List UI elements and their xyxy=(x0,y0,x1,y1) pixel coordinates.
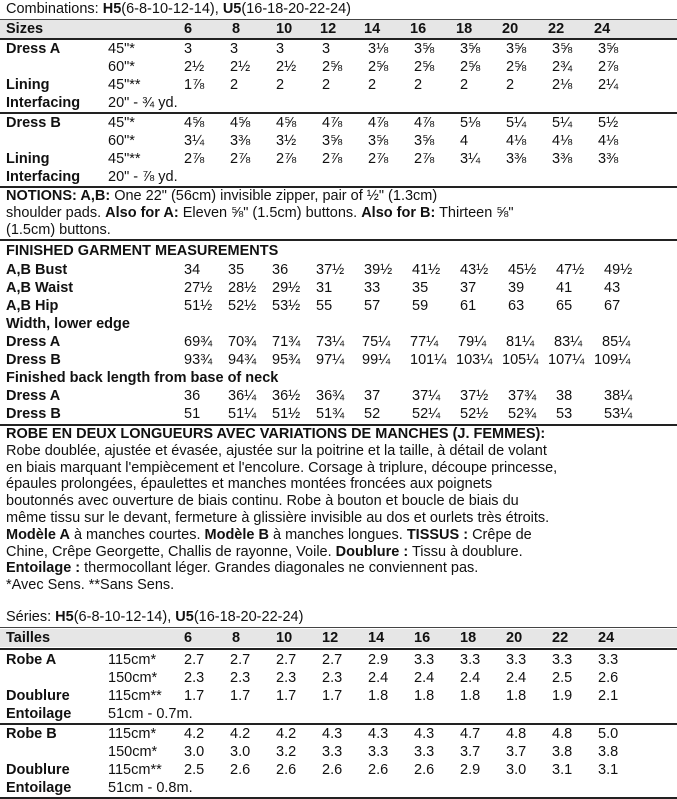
combination-u5: U5 xyxy=(222,1,242,17)
measure-cell: 65 xyxy=(556,298,573,314)
size-header: 22 xyxy=(548,21,565,37)
measure-cell: 109¼ xyxy=(594,352,631,368)
measure-cell: 36¼ xyxy=(228,388,257,404)
measure-cell: 107¼ xyxy=(548,352,585,368)
description-text: Tissu à doublure. xyxy=(408,543,523,560)
size-header: 16 xyxy=(410,21,427,37)
measure-cell: 59 xyxy=(412,298,429,314)
yardage-cell: 3.7 xyxy=(460,744,481,760)
yardage-cell: 3½ xyxy=(276,133,297,149)
yardage-cell: 2⅞ xyxy=(368,151,389,167)
yardage-cell: 2.4 xyxy=(368,670,389,686)
description-line: Robe doublée, ajustée et évasée, ajustée sur la poitrine et la taille, à détail de volant xyxy=(6,442,547,459)
yardage-cell: 3.7 xyxy=(506,744,527,760)
measure-cell: 57 xyxy=(364,298,381,314)
measure-cell: 99¼ xyxy=(362,352,391,368)
measure-cell: 51 xyxy=(184,406,201,422)
row-label: Robe B xyxy=(6,726,57,742)
row-label: Entoilage xyxy=(6,780,72,796)
row-label: Dress B xyxy=(6,115,61,131)
measure-cell: 27½ xyxy=(184,280,213,296)
measure-cell: 37½ xyxy=(460,388,489,404)
measure-cell: 52 xyxy=(364,406,381,422)
yardage-cell: 5.0 xyxy=(598,726,619,742)
yardage-cell: 4.8 xyxy=(552,726,573,742)
yardage-cell: 2.9 xyxy=(460,762,481,778)
divider xyxy=(0,38,677,40)
yardage-cell: 4.3 xyxy=(368,726,389,742)
yardage-cell: 2.5 xyxy=(184,762,205,778)
yardage-cell: 4.2 xyxy=(184,726,205,742)
measure-cell: 36¾ xyxy=(316,388,345,404)
tissus-label: TISSUS : xyxy=(406,526,469,543)
yardage-cell: 4⅝ xyxy=(184,115,205,131)
yardage-cell: 3⅜ xyxy=(506,151,527,167)
measure-cell: 37¾ xyxy=(508,388,537,404)
measure-cell: 51½ xyxy=(184,298,213,314)
size-header: 8 xyxy=(232,630,241,646)
size-header: 22 xyxy=(552,630,569,646)
yardage-cell: 2⅝ xyxy=(414,59,435,75)
measure-cell: 33 xyxy=(364,280,381,296)
fabric-width: 60"* xyxy=(108,59,135,75)
yardage-cell: 3.2 xyxy=(276,744,297,760)
entoilage-label: Entoilage : xyxy=(6,560,81,577)
yardage-cell: 3¼ xyxy=(184,133,205,149)
yardage-cell: 4⅞ xyxy=(322,115,343,131)
yardage-cell: 3.8 xyxy=(552,744,573,760)
yardage-cell: 2.3 xyxy=(230,670,251,686)
row-label: Dress A xyxy=(6,41,61,57)
measure-cell: 36 xyxy=(184,388,201,404)
size-header: 14 xyxy=(368,630,385,646)
fabric-width: 45"* xyxy=(108,115,135,131)
tailles-header-band xyxy=(0,629,677,647)
yardage-cell: 2.6 xyxy=(368,762,389,778)
fabric-width: 45"** xyxy=(108,77,141,93)
measure-cell: 37 xyxy=(364,388,381,404)
row-label: Entoilage xyxy=(6,706,72,722)
measure-cell: 28½ xyxy=(228,280,257,296)
description-line: boutonnés avec ouverture de biais continu. Robe à bouton et boucle de biais du xyxy=(6,493,519,510)
combinations-label: Combinations: xyxy=(6,1,99,17)
yardage-cell: 2⅝ xyxy=(322,59,343,75)
yardage-cell: 2.4 xyxy=(460,670,481,686)
measure-cell: 39½ xyxy=(364,262,393,278)
measure-cell: 73¼ xyxy=(316,334,345,350)
header-label: Sizes xyxy=(6,21,44,37)
fabric-width: 115cm* xyxy=(108,726,157,742)
measure-cell: 53 xyxy=(556,406,573,422)
fabric-width: 45"* xyxy=(108,41,135,57)
measure-cell: 70¾ xyxy=(228,334,257,350)
yardage-cell: 2⅞ xyxy=(184,151,205,167)
measure-cell: 63 xyxy=(508,298,525,314)
row-label: Dress B xyxy=(6,352,61,368)
french-description xyxy=(6,426,670,594)
size-header: 10 xyxy=(276,630,293,646)
yardage-cell: 3.8 xyxy=(598,744,619,760)
measure-cell: 34 xyxy=(184,262,201,278)
yardage-cell: 2.6 xyxy=(230,762,251,778)
measure-cell: 81¼ xyxy=(506,334,535,350)
sizes-header-band xyxy=(0,20,677,38)
yardage-cell: 3⅝ xyxy=(368,133,389,149)
yardage-cell: 2 xyxy=(276,77,285,93)
sens-note: *Avec Sens. **Sans Sens. xyxy=(6,577,175,594)
measure-cell: 95¾ xyxy=(272,352,301,368)
measure-cell: 55 xyxy=(316,298,333,314)
divider xyxy=(0,648,677,650)
yardage-cell: 1.8 xyxy=(460,688,481,704)
yardage-cell: 3⅝ xyxy=(322,133,343,149)
yardage-cell: 2½ xyxy=(230,59,251,75)
yardage-cell: 2.3 xyxy=(322,670,343,686)
yardage-cell: 5½ xyxy=(598,115,619,131)
yardage-cell: 2⅞ xyxy=(276,151,297,167)
measure-cell: 71¾ xyxy=(272,334,301,350)
measure-cell: 79¼ xyxy=(458,334,487,350)
measure-cell: 47½ xyxy=(556,262,585,278)
yardage-cell: 3.0 xyxy=(506,762,527,778)
yardage-cell: 4⅞ xyxy=(368,115,389,131)
description-text: à manches courtes. xyxy=(69,526,205,543)
measure-cell: 51¾ xyxy=(316,406,345,422)
fabric-width: 115cm** xyxy=(108,762,162,778)
fabric-width: 45"** xyxy=(108,151,141,167)
combinations-line xyxy=(6,0,351,18)
fabric-width: 60"* xyxy=(108,133,135,149)
size-header: 24 xyxy=(594,21,611,37)
yardage-cell: 3⅛ xyxy=(368,41,389,57)
series-label: Séries: xyxy=(6,609,52,625)
yardage-cell: 4.3 xyxy=(414,726,435,742)
yardage-cell: 2⅝ xyxy=(368,59,389,75)
combination-h5: H5 xyxy=(102,1,122,17)
fabric-width: 150cm* xyxy=(108,670,158,686)
row-label: A,B Bust xyxy=(6,262,68,278)
yardage-cell: 2 xyxy=(322,77,331,93)
yardage-cell: 2½ xyxy=(184,59,205,75)
fabric-width: 150cm* xyxy=(108,744,158,760)
notions-text: One 22" (56cm) invisible zipper, pair of ½" (1.3cm) xyxy=(110,188,438,204)
yardage-cell: 4⅛ xyxy=(506,133,527,149)
yardage-cell: 2.9 xyxy=(368,652,389,668)
yardage-cell: 3.3 xyxy=(460,652,481,668)
size-header: 12 xyxy=(320,21,337,37)
measurements-title-text: FINISHED GARMENT MEASUREMENTS xyxy=(6,243,279,259)
series-u5: U5 xyxy=(175,609,194,625)
back-length-title xyxy=(6,369,278,387)
notions-block xyxy=(6,188,670,238)
description-line: épaules prolongées, épaulettes et manches montées froncées aux poignets xyxy=(6,476,493,493)
notions-label: NOTIONS: A,B: xyxy=(6,188,111,204)
fabric-width: 115cm** xyxy=(108,688,162,704)
row-label: Lining xyxy=(6,77,50,93)
description-text: thermocollant léger. Grandes diagonales ne conviennent pas. xyxy=(80,560,479,577)
yardage-cell: 2.3 xyxy=(276,670,297,686)
measure-cell: 39 xyxy=(508,280,525,296)
measure-cell: 36 xyxy=(272,262,289,278)
measure-cell: 103¼ xyxy=(456,352,493,368)
yardage-cell: 3 xyxy=(276,41,285,57)
yardage-cell: 2.7 xyxy=(276,652,297,668)
row-label: Dress A xyxy=(6,334,61,350)
yardage-cell: 5¼ xyxy=(552,115,573,131)
row-label: Robe A xyxy=(6,652,57,668)
divider xyxy=(0,239,677,241)
measure-cell: 52½ xyxy=(228,298,257,314)
yardage-cell: 3¼ xyxy=(460,151,481,167)
yardage-cell: 3⅜ xyxy=(552,151,573,167)
yardage-cell: 3.3 xyxy=(414,744,435,760)
yardage-cell: 2¾ xyxy=(552,59,573,75)
yardage-cell: 3.1 xyxy=(598,762,619,778)
yardage-cell: 3 xyxy=(322,41,331,57)
modele-b-label: Modèle B xyxy=(204,526,269,543)
series-line xyxy=(6,608,303,626)
yardage-cell: 2.7 xyxy=(184,652,205,668)
description-text: à manches longues. xyxy=(268,526,407,543)
interfacing-value: 20" - ⅞ yd. xyxy=(108,169,178,185)
yardage-cell: 4.3 xyxy=(322,726,343,742)
yardage-cell: 1.9 xyxy=(552,688,573,704)
yardage-cell: 1.7 xyxy=(322,688,343,704)
measure-cell: 83¼ xyxy=(554,334,583,350)
measure-cell: 38¼ xyxy=(604,388,633,404)
yardage-cell: 3⅝ xyxy=(414,133,435,149)
series-h5-sizes: (6-8-10-12-14), xyxy=(73,609,172,625)
yardage-cell: 4⅝ xyxy=(276,115,297,131)
yardage-cell: 2.6 xyxy=(414,762,435,778)
measure-cell: 67 xyxy=(604,298,621,314)
measure-cell: 94¾ xyxy=(228,352,257,368)
yardage-cell: 2.6 xyxy=(276,762,297,778)
yardage-cell: 3.0 xyxy=(184,744,205,760)
yardage-cell: 3 xyxy=(230,41,239,57)
size-header: 8 xyxy=(232,21,241,37)
measure-cell: 101¼ xyxy=(410,352,447,368)
width-lower-edge-title xyxy=(6,315,130,333)
divider xyxy=(0,627,677,628)
yardage-cell: 1⅞ xyxy=(184,77,205,93)
notions-text: Eleven ⅝" (1.5cm) buttons. xyxy=(178,204,362,221)
size-header: 16 xyxy=(414,630,431,646)
measure-cell: 43½ xyxy=(460,262,489,278)
yardage-cell: 2.6 xyxy=(322,762,343,778)
modele-a-label: Modèle A xyxy=(6,526,70,543)
yardage-cell: 4 xyxy=(460,133,469,149)
measure-cell: 69¾ xyxy=(184,334,213,350)
combination-u5-sizes: (16-18-20-22-24) xyxy=(241,1,351,17)
yardage-cell: 3.3 xyxy=(598,652,619,668)
yardage-cell: 4⅛ xyxy=(598,133,619,149)
yardage-cell: 2⅛ xyxy=(552,77,573,93)
yardage-cell: 2 xyxy=(460,77,469,93)
yardage-cell: 2⅞ xyxy=(598,59,619,75)
measure-cell: 36½ xyxy=(272,388,301,404)
measure-cell: 52¾ xyxy=(508,406,537,422)
yardage-cell: 2⅝ xyxy=(506,59,527,75)
yardage-cell: 2.4 xyxy=(414,670,435,686)
notions-also-b: Also for B: xyxy=(361,204,436,221)
size-header: 20 xyxy=(506,630,523,646)
french-title: ROBE EN DEUX LONGUEURS AVEC VARIATIONS DE MANCHES (J. FEMMES): xyxy=(6,426,546,442)
yardage-cell: 4.2 xyxy=(276,726,297,742)
yardage-cell: 3⅜ xyxy=(598,151,619,167)
yardage-cell: 4⅛ xyxy=(552,133,573,149)
yardage-cell: 3.3 xyxy=(506,652,527,668)
yardage-cell: 2⅞ xyxy=(230,151,251,167)
measure-cell: 35 xyxy=(412,280,429,296)
measure-cell: 93¾ xyxy=(184,352,213,368)
notions-also-a: Also for A: xyxy=(105,204,179,221)
yardage-cell: 2 xyxy=(230,77,239,93)
yardage-cell: 3⅝ xyxy=(506,41,527,57)
row-label: Interfacing xyxy=(6,95,81,111)
description-line: en biais marquant l'empiècement et l'encolure. Corsage à triplure, découpe princesse, xyxy=(6,459,558,476)
measure-cell: 45½ xyxy=(508,262,537,278)
size-header: 12 xyxy=(322,630,339,646)
row-label: Dress A xyxy=(6,388,61,404)
description-text: Chine, Crêpe Georgette, Challis de rayonne, Voile. xyxy=(6,543,336,560)
row-label: Doublure xyxy=(6,688,70,704)
measure-cell: 105¼ xyxy=(502,352,539,368)
yardage-cell: 2.1 xyxy=(598,688,619,704)
yardage-cell: 3 xyxy=(184,41,193,57)
measure-cell: 35 xyxy=(228,262,245,278)
yardage-cell: 4.8 xyxy=(506,726,527,742)
row-label: A,B Hip xyxy=(6,298,59,314)
notions-text: Thirteen ⅝" xyxy=(435,204,514,221)
subsection-title: Finished back length from base of neck xyxy=(6,370,279,386)
yardage-cell: 2¼ xyxy=(598,77,619,93)
entoilage-value: 51cm - 0.8m. xyxy=(108,780,193,796)
yardage-cell: 4.2 xyxy=(230,726,251,742)
size-header: 20 xyxy=(502,21,519,37)
size-header: 6 xyxy=(184,630,193,646)
measure-cell: 85¼ xyxy=(602,334,631,350)
notions-text: (1.5cm) buttons. xyxy=(6,221,111,238)
measure-cell: 49½ xyxy=(604,262,633,278)
yardage-cell: 2.6 xyxy=(598,670,619,686)
entoilage-value: 51cm - 0.7m. xyxy=(108,706,193,722)
measure-cell: 41½ xyxy=(412,262,441,278)
measure-cell: 53½ xyxy=(272,298,301,314)
size-header: 18 xyxy=(460,630,477,646)
description-line: même tissu sur le devant, fermeture à glissière invisible au dos et ourlets très étroits. xyxy=(6,509,550,526)
measure-cell: 97¼ xyxy=(316,352,345,368)
yardage-cell: 3⅝ xyxy=(598,41,619,57)
yardage-cell: 4⅝ xyxy=(230,115,251,131)
measure-cell: 29½ xyxy=(272,280,301,296)
yardage-cell: 2⅞ xyxy=(414,151,435,167)
yardage-cell: 2⅞ xyxy=(322,151,343,167)
size-header: 14 xyxy=(364,21,381,37)
yardage-cell: 3⅝ xyxy=(414,41,435,57)
measurements-title xyxy=(6,242,278,260)
yardage-cell: 2 xyxy=(506,77,515,93)
yardage-cell: 2⅝ xyxy=(460,59,481,75)
yardage-cell: 1.7 xyxy=(230,688,251,704)
size-header: 18 xyxy=(456,21,473,37)
fabric-width: 115cm* xyxy=(108,652,157,668)
subsection-title: Width, lower edge xyxy=(6,316,130,332)
header-label: Tailles xyxy=(6,630,51,646)
measure-cell: 61 xyxy=(460,298,477,314)
size-header: 6 xyxy=(184,21,193,37)
yardage-cell: 2 xyxy=(368,77,377,93)
combination-h5-sizes: (6-8-10-12-14), xyxy=(121,1,219,17)
yardage-cell: 4⅞ xyxy=(414,115,435,131)
measure-cell: 75¼ xyxy=(362,334,391,350)
yardage-cell: 2.7 xyxy=(322,652,343,668)
row-label: A,B Waist xyxy=(6,280,74,296)
measure-cell: 51½ xyxy=(272,406,301,422)
yardage-cell: 2½ xyxy=(276,59,297,75)
doublure-label: Doublure : xyxy=(335,543,409,560)
yardage-cell: 2.5 xyxy=(552,670,573,686)
yardage-cell: 1.7 xyxy=(276,688,297,704)
series-h5: H5 xyxy=(55,609,74,625)
measure-cell: 52¼ xyxy=(412,406,441,422)
yardage-cell: 2 xyxy=(414,77,423,93)
size-header: 10 xyxy=(276,21,293,37)
measure-cell: 43 xyxy=(604,280,621,296)
row-label: Doublure xyxy=(6,762,70,778)
yardage-cell: 5¼ xyxy=(506,115,527,131)
row-label: Dress B xyxy=(6,406,61,422)
yardage-cell: 3.0 xyxy=(230,744,251,760)
measure-cell: 37½ xyxy=(316,262,345,278)
yardage-cell: 1.8 xyxy=(368,688,389,704)
size-header: 24 xyxy=(598,630,615,646)
yardage-cell: 1.8 xyxy=(506,688,527,704)
yardage-cell: 2.3 xyxy=(184,670,205,686)
yardage-cell: 2.4 xyxy=(506,670,527,686)
yardage-cell: 3⅝ xyxy=(552,41,573,57)
yardage-cell: 3⅜ xyxy=(230,133,251,149)
yardage-cell: 4.7 xyxy=(460,726,481,742)
yardage-cell: 5⅛ xyxy=(460,115,481,131)
yardage-cell: 3.3 xyxy=(322,744,343,760)
yardage-cell: 3.3 xyxy=(552,652,573,668)
yardage-cell: 3.1 xyxy=(552,762,573,778)
row-label: Lining xyxy=(6,151,50,167)
measure-cell: 52½ xyxy=(460,406,489,422)
measure-cell: 51¼ xyxy=(228,406,257,422)
notions-text: shoulder pads. xyxy=(6,204,106,221)
measure-cell: 31 xyxy=(316,280,333,296)
row-label: Interfacing xyxy=(6,169,81,185)
description-text: Crêpe de xyxy=(468,526,532,543)
yardage-cell: 3.3 xyxy=(368,744,389,760)
measure-cell: 41 xyxy=(556,280,573,296)
measure-cell: 38 xyxy=(556,388,573,404)
yardage-cell: 1.8 xyxy=(414,688,435,704)
yardage-cell: 2.7 xyxy=(230,652,251,668)
measure-cell: 37¼ xyxy=(412,388,441,404)
yardage-cell: 1.7 xyxy=(184,688,205,704)
measure-cell: 53¼ xyxy=(604,406,633,422)
yardage-cell: 3⅝ xyxy=(460,41,481,57)
measure-cell: 37 xyxy=(460,280,477,296)
yardage-cell: 3.3 xyxy=(414,652,435,668)
series-u5-sizes: (16-18-20-22-24) xyxy=(193,609,304,625)
measure-cell: 77¼ xyxy=(410,334,439,350)
interfacing-value: 20" - ¾ yd. xyxy=(108,95,178,111)
